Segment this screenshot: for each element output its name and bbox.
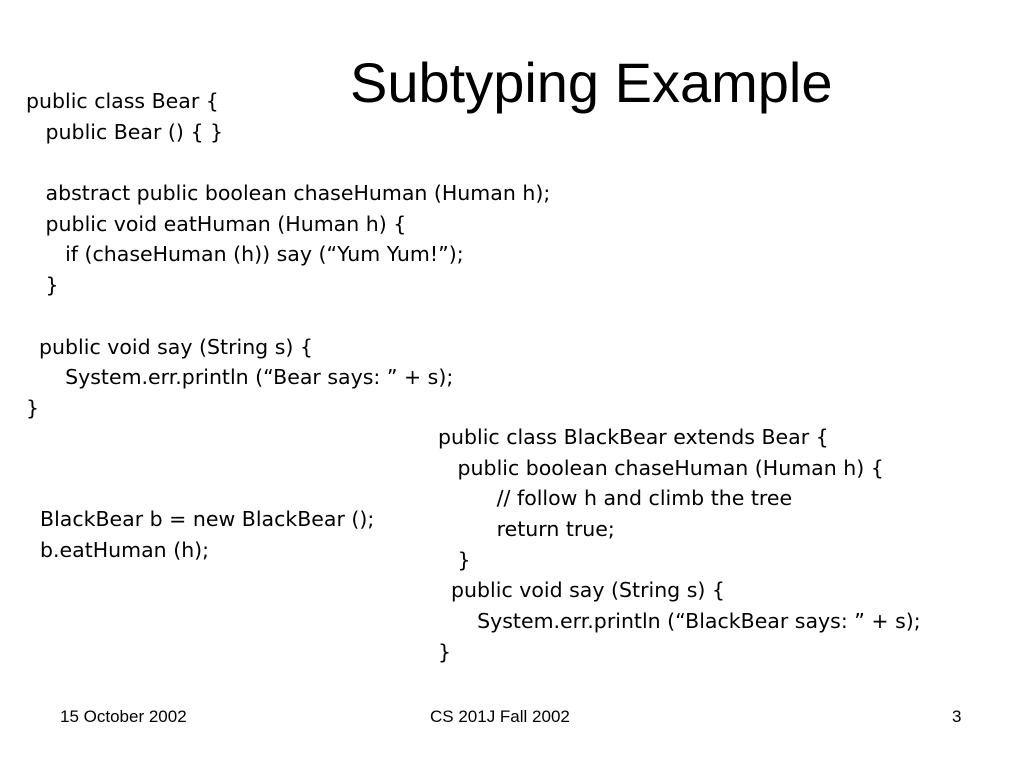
code-line: return true;	[438, 517, 615, 542]
bear-class-code	[26, 86, 550, 424]
code-line: if (chaseHuman (h)) say (“Yum Yum!”);	[26, 242, 464, 267]
code-line: public Bear () { }	[26, 119, 224, 144]
code-line: public void eatHuman (Human h) {	[26, 211, 407, 236]
code-line: }	[26, 395, 40, 420]
usage-code	[40, 504, 374, 565]
footer-date: 15 October 2002	[60, 707, 187, 726]
code-line: public class Bear {	[26, 89, 219, 113]
code-line: BlackBear b = new BlackBear ();	[40, 507, 375, 531]
code-line: abstract public boolean chaseHuman (Human h);	[26, 181, 551, 206]
code-line: }	[26, 273, 59, 298]
slide-title: Subtyping Example	[350, 51, 833, 114]
blackbear-class-code	[438, 422, 921, 668]
code-line: b.eatHuman (h);	[40, 537, 210, 562]
code-line: // follow h and climb the tree	[438, 486, 793, 511]
code-line: public class BlackBear extends Bear {	[438, 425, 829, 449]
code-line: public boolean chaseHuman (Human h) {	[438, 455, 884, 480]
code-line: public void say (String s) {	[438, 578, 725, 603]
code-line: System.err.println (“Bear says: ” + s);	[26, 365, 454, 390]
footer-page-number: 3	[952, 707, 962, 726]
code-line: }	[438, 547, 471, 572]
code-line	[26, 147, 550, 178]
code-line: public void say (String s) {	[26, 334, 313, 359]
code-line	[26, 301, 550, 332]
code-line: }	[438, 639, 452, 664]
footer-course: CS 201J Fall 2002	[430, 707, 570, 726]
code-line: System.err.println (“BlackBear says: ” + s);	[438, 609, 921, 634]
